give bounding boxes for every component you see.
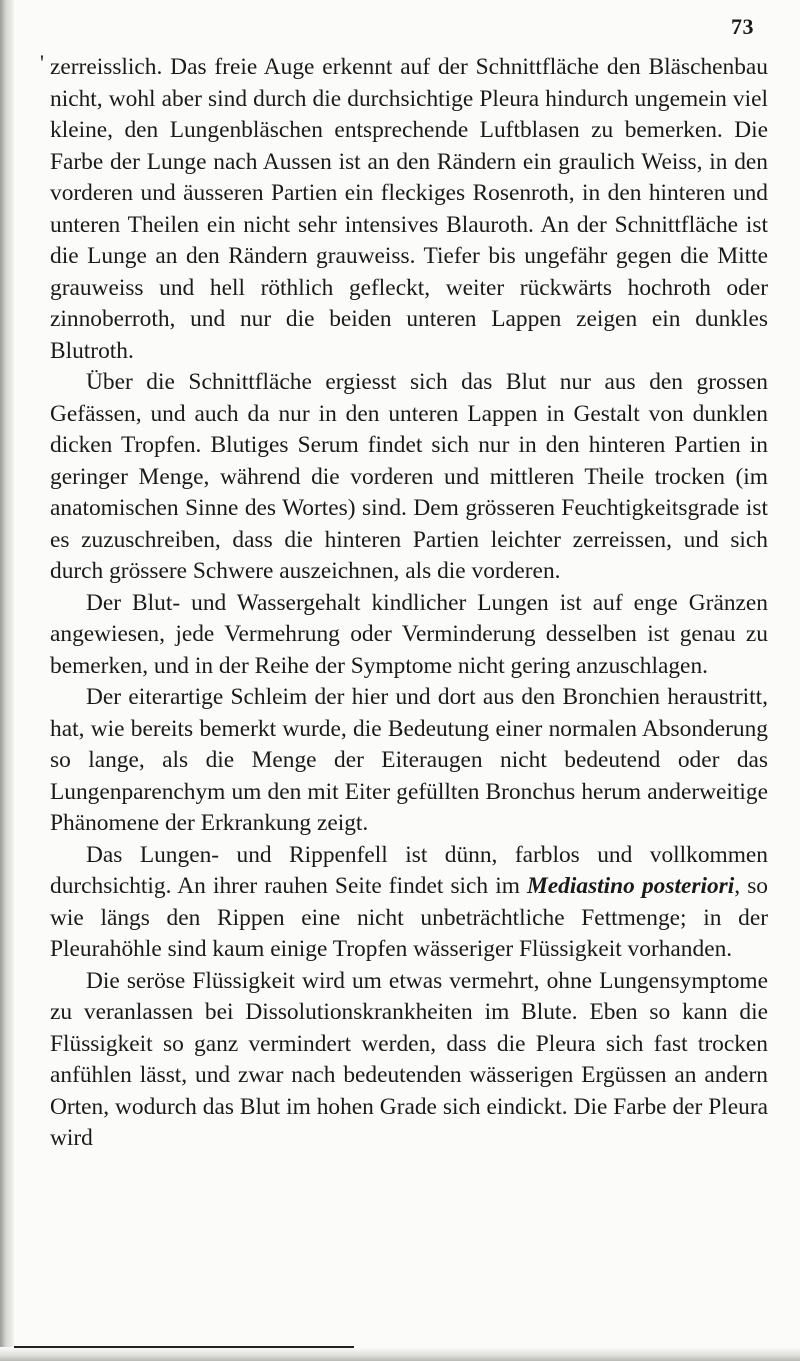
body-text — [50, 52, 768, 1155]
page-bottom-edge — [0, 1347, 800, 1361]
paragraph-5-end: , so wie längs den Rippen eine nicht unbeträchtliche Fettmenge; in der Pleurahöhle sind kaum einige Tropfen wässeriger Flüssigkeit vorhanden. — [50, 873, 768, 962]
paragraph-1: zerreisslich. Das freie Auge erkennt auf der Schnittfläche den Bläschenbau nicht, wohl aber sind durch die durchsichtige Pleura hindurch ungemein viel kleine, den Lungenbläschen entsprechende Luftblasen zu bemerken. Die Farbe der Lunge nach Aussen ist an den Rändern ein graulich Weiss, in den vorderen und äusseren Partien ein fleckiges Rosenroth, in den hinteren und unteren Theilen ein nicht sehr intensives Blauroth. An der Schnittfläche ist die Lunge an den Rändern grauweiss. Tiefer bis ungefähr gegen die Mitte grauweiss und hell röthlich gefleckt, weiter rückwärts hochroth oder zinnoberroth, und nur die beiden unteren Lappen zeigen ein dunkles Blutroth. — [50, 54, 768, 364]
paragraph-6: Die seröse Flüssigkeit wird um etwas vermehrt, ohne Lungensymptome zu veranlassen bei Dissolutionskrankheiten im Blute. Eben so kann die Flüssigkeit so ganz vermindert werden, dass die Pleura sich fast trocken anfühlen lässt, und zwar nach bedeutenden wässerigen Ergüssen an andern Orten, wodurch das Blut im hohen Grade sich eindickt. Die Farbe der Pleura wird — [50, 967, 768, 1151]
stray-mark: ' — [40, 50, 44, 75]
bottom-rule — [14, 1346, 354, 1348]
page-binding-edge — [0, 0, 14, 1361]
paragraph-2: Über die Schnittfläche ergiesst sich das Blut nur aus den grossen Gefässen, und auch da nur in den unteren Lappen in Gestalt von dunklen dicken Tropfen. Blutiges Serum findet sich nur in den hinteren Partien in geringer Menge, während die vorderen und mittleren Theile trocken (im anatomischen Sinne des Wortes) sind. Dem grösseren Feuchtigkeitsgrade ist es zuzuschreiben, dass die hinteren Partien leichter zerreissen, und sich durch grössere Schwere auszeichnen, als die vorderen. — [50, 369, 768, 584]
page-number: 73 — [731, 14, 754, 39]
paragraph-5 — [50, 840, 768, 966]
latin-term: Mediastino posteriori — [527, 873, 735, 899]
paragraph-3: Der Blut- und Wassergehalt kindlicher Lungen ist auf enge Gränzen angewiesen, jede Vermehrung oder Verminderung desselben ist genau zu bemerken, und in der Reihe der Symptome nicht gering anzuschlagen. — [50, 589, 768, 679]
paragraph-5-start: Das Lungen- und Rippenfell ist dünn, farblos und vollkommen durchsichtig. An ihrer rauhen Seite findet sich im — [50, 841, 768, 899]
paragraph-4: Der eiterartige Schleim der hier und dort aus den Bronchien heraustritt, hat, wie bereits bemerkt wurde, die Bedeutung einer normalen Absonderung so lange, als die Menge der Eiteraugen nicht bedeutend oder das Lungenparenchym um den mit Eiter gefüllten Bronchus herum anderweitige Phänomene der Erkrankung zeigt. — [50, 684, 768, 836]
